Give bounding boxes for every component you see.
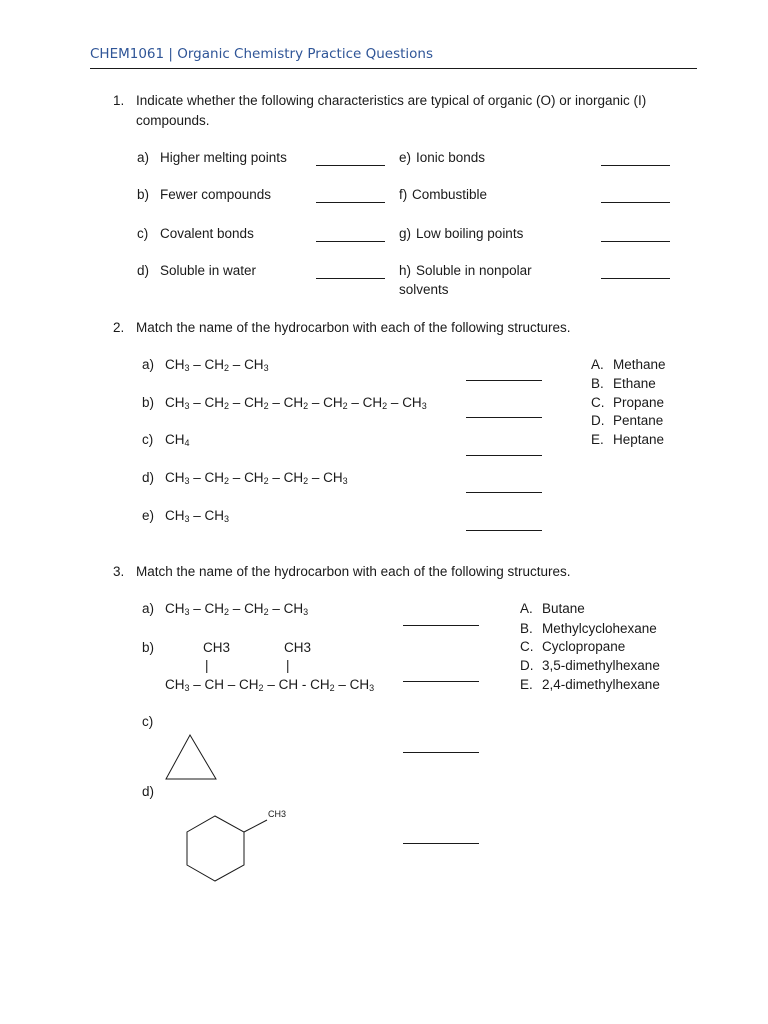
q2-option-a-name: Methane [613,357,666,372]
q3-b-branch-1-bond: | [205,658,209,673]
q1-answer-blank-a[interactable] [316,165,385,166]
q1-item-b-letter: b) [137,187,150,202]
q1-answer-blank-b[interactable] [316,202,385,203]
q1-item-b-text: Fewer compounds [160,187,272,202]
q1-item-a-letter: a) [137,150,150,165]
q2-item-b-formula: $CH_3 - CH_2 - CH_2 - CH_2 - CH_2 - CH_2 - CH_3$ [165,395,427,411]
q3-answer-blank-a[interactable] [403,625,479,626]
q1-prompt-line1: Indicate whether the following characteristics are typical of organic (O) or inorganic (I) [136,93,647,108]
methylcyclohexane-ring [185,811,275,886]
q2-answer-blank-e[interactable] [466,530,542,531]
q2-item-c-letter: c) [142,432,154,447]
q2-number: 2. [113,320,125,335]
q1-answer-blank-c[interactable] [316,241,385,242]
page-header [90,46,697,69]
q3-prompt: Match the name of the hydrocarbon with each of the following structures. [136,564,571,579]
q3-item-c-letter: c) [142,714,154,729]
q2-option-d-name: Pentane [613,413,664,428]
q1-item-e-text: Ionic bonds [416,150,486,165]
q2-option-a-letter: A. [591,357,604,372]
q1-item-h-text-cont: solvents [399,282,449,297]
q1-answer-blank-h[interactable] [601,278,670,279]
q2-option-b-name: Ethane [613,376,656,391]
q2-prompt: Match the name of the hydrocarbon with each of the following structures. [136,320,571,335]
q1-answer-blank-d[interactable] [316,278,385,279]
q3-b-branch-2-bond: | [286,658,290,673]
q1-number: 1. [113,93,125,108]
q1-item-g-letter: g) [399,226,412,241]
q1-item-e-letter: e) [399,150,412,165]
cyclopropane-triangle [164,733,218,781]
q2-item-c-formula: $CH_4$ [165,432,190,448]
q3-item-b-formula: $CH_3$ – CH – $CH_2$ – CH - $CH_2 - CH_3$ [165,677,375,693]
q3-option-e-letter: E. [520,677,533,692]
q3-option-b-name: Methylcyclohexane [542,621,657,636]
q2-answer-blank-b[interactable] [466,417,542,418]
q1-item-d-letter: d) [137,263,150,278]
q3-option-d-name: 3,5-dimethylhexane [542,658,660,673]
q3-number: 3. [113,564,125,579]
q2-option-b-letter: B. [591,376,604,391]
q2-option-e-letter: E. [591,432,604,447]
q3-option-a-letter: A. [520,601,533,616]
q2-option-d-letter: D. [591,413,605,428]
q1-answer-blank-f[interactable] [601,202,670,203]
q1-answer-blank-e[interactable] [601,165,670,166]
q2-item-d-letter: d) [142,470,155,485]
q1-item-h-text: Soluble in nonpolar [416,263,532,278]
q2-item-b-letter: b) [142,395,155,410]
q2-item-d-formula: $CH_3 - CH_2 - CH_2 - CH_2 - CH_3$ [165,470,348,486]
q3-option-d-letter: D. [520,658,534,673]
q3-answer-blank-d[interactable] [403,843,479,844]
q2-item-e-formula: $CH_3 - CH_3$ [165,508,230,524]
q3-d-substituent: CH3 [268,809,287,819]
q1-item-c-text: Covalent bonds [160,226,254,241]
q3-item-a-formula: $CH_3 - CH_2 - CH_2 - CH_3$ [165,601,309,617]
q3-option-c-name: Cyclopropane [542,639,626,654]
q1-item-f-text: Combustible [412,187,488,202]
q3-b-branch-1-label: CH3 [203,640,231,655]
q3-answer-blank-b[interactable] [403,681,479,682]
q1-prompt-line2: compounds. [136,113,210,128]
q3-item-d-letter: d) [142,784,155,799]
q2-item-e-letter: e) [142,508,155,523]
q2-option-e-name: Heptane [613,432,665,447]
header-title: CHEM1061 | Organic Chemistry Practice Questions [90,46,434,62]
q1-item-c-letter: c) [137,226,149,241]
q2-option-c-letter: C. [591,395,605,410]
q3-item-a-letter: a) [142,601,155,616]
q2-answer-blank-a[interactable] [466,380,542,381]
q3-item-b-letter: b) [142,640,155,655]
q2-answer-blank-c[interactable] [466,455,542,456]
q3-option-e-name: 2,4-dimethylhexane [542,677,660,692]
q3-option-c-letter: C. [520,639,534,654]
q2-item-a-letter: a) [142,357,155,372]
q1-item-g-text: Low boiling points [416,226,524,241]
q1-item-a-text: Higher melting points [160,150,287,165]
q1-item-d-text: Soluble in water [160,263,257,278]
q3-option-a-name: Butane [542,601,585,616]
q1-answer-blank-g[interactable] [601,241,670,242]
q1-item-f-letter: f) [399,187,408,202]
q3-b-branch-2-label: CH3 [284,640,312,655]
q3-option-b-letter: B. [520,621,533,636]
q3-answer-blank-c[interactable] [403,752,479,753]
q2-answer-blank-d[interactable] [466,492,542,493]
q2-option-c-name: Propane [613,395,665,410]
q2-item-a-formula: $CH_3 - CH_2 - CH_3$ [165,357,269,373]
q1-item-h-letter: h) [399,263,412,278]
